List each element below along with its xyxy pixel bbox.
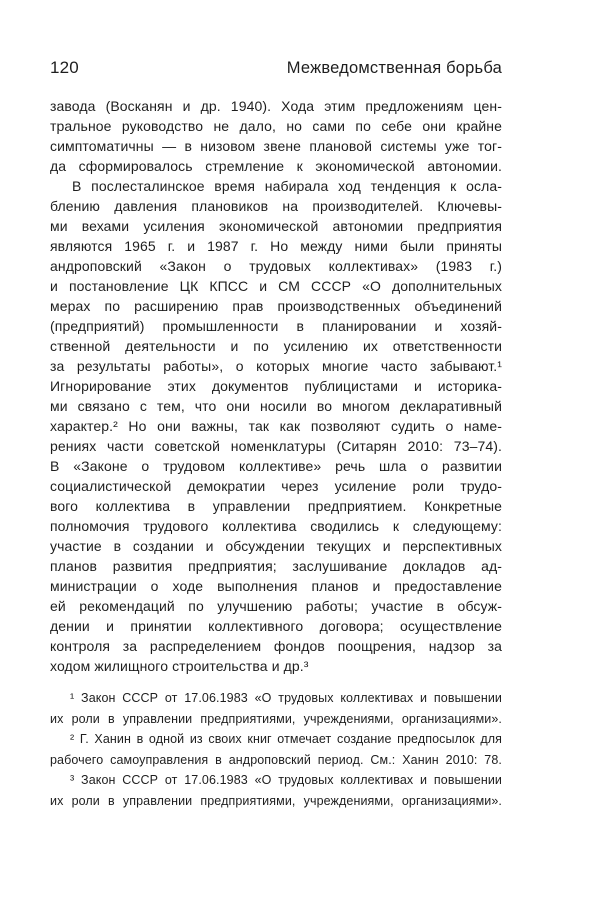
body-text-line: В «Законе о трудовом коллективе» речь шла о развитии: [50, 458, 502, 474]
body-text-line: полномочия трудового коллектива сводились к следующему:: [50, 518, 502, 534]
body-text-line: участие в создании и обсуждении текущих и перспективных: [50, 538, 502, 554]
body-text-line: андроповский «Закон о трудовых коллективах» (1983 г.): [50, 258, 502, 274]
body-text-line: В послесталинское время набирала ход тенденция к осла-: [72, 178, 502, 194]
body-text-line: за результаты работы», о которых многие часто забывают.¹: [50, 358, 502, 374]
body-text-line: ходом жилищного строительства и др.³: [50, 658, 309, 674]
paragraph: [50, 176, 502, 676]
footnotes: [50, 688, 502, 811]
body-text-line: дении и принятии коллективного договора; осуществление: [50, 618, 502, 634]
footnote-line: их роли в управлении предприятиями, учреждениями, организациями».: [50, 711, 502, 726]
body-text-line: характер.² Но они важны, так как позволяют судить о наме-: [50, 418, 502, 434]
body-text-line: контроля за распределением фондов поощрения, надзор за: [50, 638, 502, 654]
footnote: [50, 688, 502, 729]
body-text: [50, 96, 502, 676]
footnote-line: ³ Закон СССР от 17.06.1983 «О трудовых коллективах и повышении: [70, 773, 502, 787]
body-text-line: да сформировалось стремление к экономической автономии.: [50, 158, 502, 174]
body-text-line: социалистической демократии через усиление роли трудо-: [50, 478, 502, 494]
body-text-line: министрации о ходе выполнения планов и предоставление: [50, 578, 502, 594]
body-text-line: являются 1965 г. и 1987 г. Но между ними были приняты: [50, 238, 502, 254]
footnote-line: ¹ Закон СССР от 17.06.1983 «О трудовых коллективах и повышении: [70, 691, 502, 705]
body-text-line: планов развития предприятия; заслушивание докладов ад-: [50, 558, 502, 574]
running-title: Межведомственная борьба: [286, 59, 502, 77]
footnote: [50, 729, 502, 770]
page-number: 120: [50, 58, 79, 77]
body-text-line: (предприятий) промышленности в планировании и хозяй-: [50, 318, 502, 334]
body-text-line: ми вехами усиления экономической автономии предприятия: [50, 218, 502, 234]
page-header: [50, 58, 502, 78]
footnote-line: рабочего самоуправления в андроповский период. См.: Ханин 2010: 78.: [50, 752, 502, 767]
footnote-line: ² Г. Ханин в одной из своих книг отмечает создание предпосылок для: [70, 732, 502, 746]
body-text-line: завода (Восканян и др. 1940). Хода этим предложениям цен-: [50, 98, 502, 114]
body-text-line: рениях части советской номенклатуры (Ситарян 2010: 73–74).: [50, 438, 502, 454]
paragraph: [50, 96, 502, 176]
footnote-line: их роли в управлении предприятиями, учреждениями, организациями».: [50, 793, 502, 808]
body-text-line: ственной деятельности и по усилению их ответственности: [50, 338, 502, 354]
body-text-line: Игнорирование этих документов публицистами и историка-: [50, 378, 502, 394]
body-text-line: и постановление ЦК КПСС и СМ СССР «О дополнительных: [50, 278, 502, 294]
body-text-line: ми связано с тем, что они носили во многом декларативный: [50, 398, 502, 414]
body-text-line: тральное руководство не дало, но сами по себе они крайне: [50, 118, 502, 134]
body-text-line: ей рекомендаций по улучшению работы; участие в обсуж-: [50, 598, 502, 614]
body-text-line: вого коллектива в управлении предприятием. Конкретные: [50, 498, 502, 514]
footnote: [50, 770, 502, 811]
body-text-line: симптоматичны — в низовом звене плановой системы уже тог-: [50, 138, 502, 154]
body-text-line: мерах по расширению прав производственных объединений: [50, 298, 502, 314]
body-text-line: блению давления плановиков на производителей. Ключевы-: [50, 198, 502, 214]
